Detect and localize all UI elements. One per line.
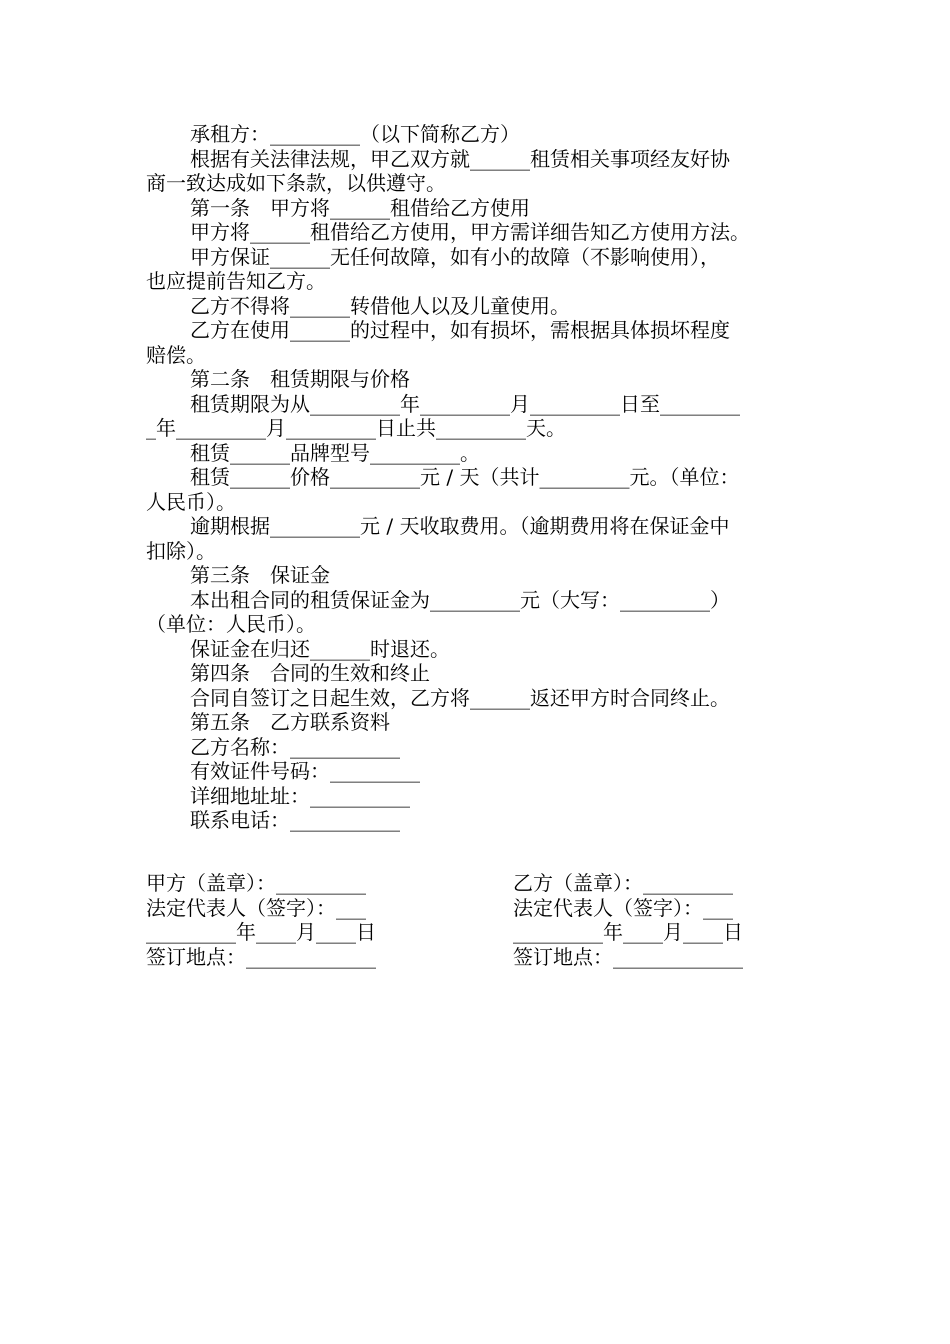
article-2-price: 租赁______价格_________元 / 天（共计_________元。（单位： [190, 465, 740, 489]
lessee-address-field: 详细地址址：__________ [190, 783, 410, 808]
lessee-line: 承租方：_________（以下简称乙方） [190, 122, 520, 146]
article-3-deposit-cont: （单位：人民币）。 [146, 612, 316, 636]
article-2-overdue-cont: 扣除）。 [146, 538, 216, 563]
party-a-seal: 甲方（盖章）：_________ [146, 871, 366, 895]
article-1-clause-3: 乙方不得将______转借他人以及儿童使用。 [190, 293, 570, 318]
article-2-model: 租赁______品牌型号_________。 [190, 440, 480, 465]
article-1-clause-2: 甲方保证______无任何故障，如有小的故障（不影响使用）， [190, 244, 720, 269]
party-a-representative: 法定代表人（签字）：___ [146, 895, 366, 920]
party-b-date: _________年____月____日 [513, 920, 743, 944]
party-b-representative: 法定代表人（签字）：___ [513, 895, 733, 920]
article-2-term: 租赁期限为从_________年_________月_________日至________ [190, 391, 740, 416]
article-1-clause-1: 甲方将______租借给乙方使用，甲方需详细告知乙方使用方法。 [190, 220, 750, 244]
article-1-clause-4-cont: 赔偿。 [146, 342, 206, 367]
preamble-line-2: 商一致达成如下条款，以供遵守。 [146, 171, 446, 195]
party-b-seal: 乙方（盖章）：_________ [513, 871, 733, 895]
party-b-signature-block [513, 871, 743, 969]
article-1-heading: 第一条 甲方将______租借给乙方使用 [190, 195, 530, 220]
article-1-clause-2-cont: 也应提前告知乙方。 [146, 269, 326, 293]
lessee-phone-field: 联系电话：___________ [190, 808, 400, 832]
article-2-heading: 第二条 租赁期限与价格 [190, 367, 410, 391]
article-5-heading: 第五条 乙方联系资料 [190, 710, 390, 734]
article-1-clause-4: 乙方在使用______的过程中，如有损坏，需根据具体损坏程度 [190, 318, 730, 342]
article-2-price-cont: 人民币）。 [146, 489, 236, 514]
article-3-refund: 保证金在归还______时退还。 [190, 636, 450, 661]
party-a-signature-block [146, 871, 376, 969]
party-a-place: 签订地点：_____________ [146, 944, 376, 969]
article-4-clause: 合同自签订之日起生效，乙方将______返还甲方时合同终止。 [190, 685, 730, 710]
article-2-overdue: 逾期根据_________元 / 天收取费用。（逾期费用将在保证金中 [190, 514, 730, 538]
contract-body [146, 122, 810, 833]
lessee-name-field: 乙方名称：___________ [190, 734, 400, 759]
lessee-id-field: 有效证件号码：_________ [190, 759, 420, 783]
preamble-line-1: 根据有关法律法规，甲乙双方就______租赁相关事项经友好协 [190, 146, 730, 171]
article-2-term-cont: _年_________月_________日止共_________天。 [146, 416, 566, 440]
party-a-date: _________年____月____日 [146, 920, 376, 944]
party-b-place: 签订地点：_____________ [513, 944, 743, 969]
article-4-heading: 第四条 合同的生效和终止 [190, 661, 430, 685]
article-3-deposit: 本出租合同的租赁保证金为_________元（大写：_________） [190, 587, 730, 612]
article-3-heading: 第三条 保证金 [190, 563, 330, 587]
